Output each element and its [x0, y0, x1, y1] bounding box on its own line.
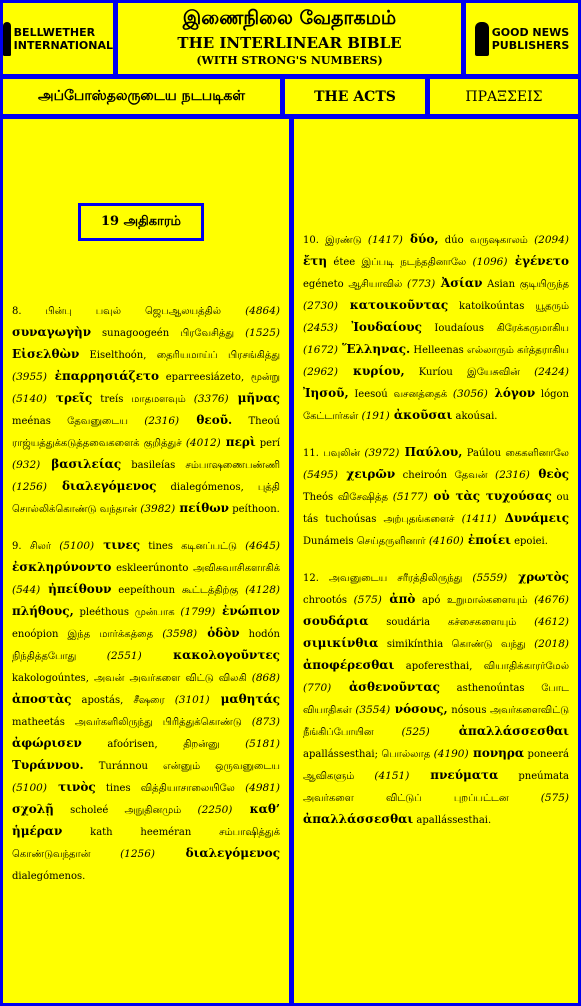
verse-text: Paúlou கைகளினாலே [462, 448, 569, 459]
verse-text: dialegómenos, புத்தி சொல்லிக்கொண்டு வந்தான் [12, 482, 280, 515]
logo-right-line2: PUBLISHERS [491, 38, 570, 52]
left-column [0, 116, 292, 1006]
strongs-number: (4676) [534, 594, 569, 606]
greek-word: σιμικίνθια [303, 636, 379, 650]
greek-word: τινες [94, 538, 141, 552]
greek-word: ὁδὸν [197, 626, 240, 640]
greek-word: σουδάρια [303, 614, 369, 628]
greek-word: βασιλείας [40, 457, 122, 471]
greek-word: Ἕλληνας. [337, 342, 411, 356]
greek-word: δύο, [402, 232, 439, 246]
strongs-number: (1411) [461, 513, 497, 525]
strongs-number: (4128) [245, 584, 280, 596]
book-greek-text: ΠΡΑΞΣΕΙΣ [465, 88, 543, 105]
greek-word: ἀποφέρεσθαι [303, 658, 395, 672]
verse-text: Ieesoú வசனத்தைக் [348, 389, 453, 400]
strongs-number: (2730) [303, 300, 338, 312]
strongs-number: (4864) [245, 305, 280, 317]
verse-text: chrootós [303, 595, 354, 606]
verse-text: akoúsai. [452, 411, 498, 422]
greek-word: Ἰησοῦ, [303, 386, 349, 400]
verse-text: poneerá ஆவிகளும் [303, 749, 569, 782]
strongs-number: (4151) [374, 770, 410, 782]
greek-word: περὶ [220, 435, 256, 449]
verse-text: apallássesthai. [413, 815, 492, 826]
strongs-number: (3056) [452, 388, 488, 400]
greek-word: οὐ τὰς τυχούσας [427, 489, 552, 503]
greek-word: διαλεγόμενος [46, 479, 157, 493]
greek-word: Τυράννου. [12, 758, 84, 772]
greek-word: κυρίου, [337, 364, 405, 378]
greek-word: θεὸς [529, 467, 569, 481]
verse-text: apostás, சீஷரை [71, 695, 175, 706]
strongs-number: (770) [303, 682, 332, 694]
verse-text: dialegómenos. [12, 871, 86, 882]
verse-text: peíthoon. [229, 504, 280, 515]
greek-word: κακολογοῦντες [141, 648, 280, 662]
strongs-number: (2316) [144, 415, 180, 427]
verse-text: eskleerúnonto அவிசுவாசிகளாகிக் [111, 563, 280, 574]
strongs-number: (1672) [303, 344, 338, 356]
greek-word: ἐποίει [463, 533, 511, 547]
verse-text: meénas தேவனுடைய [12, 416, 145, 427]
verse-text: kath heeméran சம்பாஷித்துக் கொண்டுவந்தான் [12, 827, 280, 860]
verse-text: matheetás அவர்களிலிருந்து பிரித்துக்கொண்டு [12, 717, 252, 728]
strongs-number: (873) [251, 716, 280, 728]
title-subtitle: (WITH STRONG'S NUMBERS) [196, 54, 383, 67]
greek-word: ἀφώρισεν [12, 736, 82, 750]
verse-text: afoórisen, திறன்னு [81, 739, 246, 750]
verse-text: Theós விசேஷித்த [303, 492, 393, 503]
strongs-number: (4612) [534, 616, 569, 628]
verse-text: pneúmata அவர்களை விட்டுப் புறப்பட்டன [303, 771, 569, 804]
verse-text: nósous அவர்களைவிட்டு நீங்கிப்போயின [303, 705, 570, 738]
verse-text: basileías சம்பாஷணைபண்ணி [121, 460, 280, 471]
strongs-number: (2018) [534, 638, 569, 650]
verse-text: epoiei. [510, 536, 548, 547]
strongs-number: (2962) [303, 366, 338, 378]
greek-word: πνεύματα [409, 768, 499, 782]
verse-text: eepeíthoun கூட்டத்திற்கு [111, 585, 246, 596]
greek-word: νόσους, [390, 702, 448, 716]
book-english-text: THE ACTS [314, 88, 396, 105]
verse-text: Turánnou என்னும் ஒருவனுடைய [83, 761, 280, 772]
verse-text: perí [255, 438, 281, 449]
book-tamil-text: அப்போஸ்தலருடைய நடபடிகள் [38, 87, 245, 104]
greek-word: μαθητάς [209, 692, 280, 706]
strongs-number: (868) [251, 672, 280, 684]
strongs-number: (5559) [472, 572, 508, 584]
greek-word: πείθων [175, 501, 230, 515]
verse-text: hodón நிந்தித்தபோது [12, 629, 280, 662]
strongs-number: (3101) [174, 694, 210, 706]
verse-text: tines வித்தியாசாலையிலே [95, 783, 246, 794]
verse-text: treís மாதமளவும் [92, 394, 194, 405]
greek-word: Δυνάμεις [496, 511, 569, 525]
strongs-number: (1256) [12, 481, 47, 493]
verse-text: simikínthia கொண்டு வந்து [378, 639, 535, 650]
verse-text: sunagoogeén பிரவேசித்து [91, 328, 246, 339]
title-tamil: இணைநிலை வேதாகமம் [182, 7, 397, 29]
greek-word: Ἰουδαίους [337, 320, 422, 334]
verse-text: pleéthous முன்பாக [73, 607, 181, 618]
greek-word: ἀπὸ [381, 592, 416, 606]
verse-text: eparreesiázeto, மூன்று [159, 372, 280, 383]
greek-word: κατοικοῦντας [337, 298, 449, 312]
right-column [291, 116, 581, 1006]
strongs-number: (191) [361, 410, 390, 422]
strongs-number: (2094) [534, 234, 569, 246]
verse-text: egéneto ஆசியாவில் [303, 279, 407, 290]
greek-word: σχολῇ [12, 802, 54, 816]
greek-word: διαλεγόμενος [155, 846, 280, 860]
strongs-number: (3982) [140, 503, 176, 515]
verse-text: kakologoúntes, அவன் அவர்களை விட்டு விலகி [12, 673, 252, 684]
verse-paragraph [303, 567, 569, 831]
strongs-number: (3972) [364, 447, 400, 459]
greek-word: ἐγένετο [507, 254, 569, 268]
verse-text: Kuríou இயேசுவின் [404, 367, 535, 378]
greek-word: Εἰσελθὼν [12, 347, 80, 361]
strongs-number: (5495) [303, 469, 338, 481]
greek-word: Ἀσίαν [435, 276, 483, 290]
strongs-number: (1799) [180, 606, 216, 618]
strongs-number: (544) [12, 584, 41, 596]
strongs-number: (5140) [12, 393, 47, 405]
strongs-number: (3955) [12, 371, 47, 383]
bellwether-figure-icon [3, 22, 11, 56]
greek-word: ἀπαλλάσσεσθαι [429, 724, 569, 738]
strongs-number: (4645) [245, 540, 280, 552]
strongs-number: (575) [353, 594, 382, 606]
strongs-number: (5181) [245, 738, 280, 750]
greek-word: ἀποστὰς [12, 692, 72, 706]
strongs-number: (2453) [303, 322, 338, 334]
verse-text: Theoú ராஜ்யத்துக்கடுத்தவைகளைக் குறித்துச் [12, 416, 280, 449]
logo-left-line2: INTERNATIONAL [13, 38, 113, 52]
verse-text: asthenoúntas போட வியாதிகள் [303, 683, 569, 716]
book-name-tamil [0, 76, 283, 117]
verse-text: katoikoúntas யூதரும் [448, 301, 569, 312]
greek-word: ἐσκληρύνοντο [12, 560, 112, 574]
strongs-number: (3598) [162, 628, 198, 640]
verse-text: 9. சிலர் [12, 541, 60, 552]
strongs-number: (3376) [193, 393, 229, 405]
verse-text: soudária கச்சைகளையும் [368, 617, 535, 628]
strongs-number: (2424) [534, 366, 569, 378]
verse-text: Helleenas எல்லாரும் கர்த்தராகிய [410, 345, 569, 356]
verse-text: 12. அவனுடைய சரீரத்திலிருந்து [303, 573, 473, 584]
greek-word: μῆνας [228, 391, 280, 405]
greek-word: ἔτη [303, 254, 328, 268]
publisher-logo-left [0, 0, 116, 77]
greek-word: χρωτὸς [507, 570, 569, 584]
verse-paragraph [303, 229, 569, 427]
book-name-english [282, 76, 428, 117]
logo-right-line1: GOOD NEWS [491, 25, 570, 39]
greek-word: ἐνώπιον [215, 604, 280, 618]
strongs-number: (1096) [472, 256, 508, 268]
greek-word: συναγωγὴν [12, 325, 92, 339]
logo-left-line1: BELLWETHER [13, 25, 96, 39]
verse-text: dúo வருஷகாலம் [438, 235, 535, 246]
strongs-number: (5100) [59, 540, 95, 552]
strongs-number: (575) [540, 792, 569, 804]
verse-text: Ioudaíous கிரேக்கருமாகிய [421, 323, 569, 334]
verse-text: scholeé அநுதினமும் [53, 805, 198, 816]
book-name-greek [427, 76, 581, 117]
verse-text: cheiroón தேவன் [395, 470, 495, 481]
strongs-number: (525) [401, 726, 430, 738]
verse-text: apó உறுமால்களையும் [415, 595, 535, 606]
greek-word: τινὸς [46, 780, 96, 794]
greek-word: λόγον [487, 386, 536, 400]
publisher-logo-right [463, 0, 581, 77]
strongs-number: (1417) [367, 234, 403, 246]
strongs-number: (5100) [12, 782, 47, 794]
verse-text: 11. பவுலின் [303, 448, 365, 459]
verse-paragraph [12, 535, 280, 887]
greek-word: ἀσθενοῦντας [331, 680, 440, 694]
strongs-number: (2316) [494, 469, 530, 481]
greek-word: πλήθους, [12, 604, 74, 618]
verse-text: Asian குடியிருந்த [482, 279, 570, 290]
greek-word: πονηρα [468, 746, 525, 760]
strongs-number: (4981) [245, 782, 280, 794]
verse-paragraph [12, 300, 280, 520]
verse-text: étee இப்படி நடந்ததினாலே [327, 257, 473, 268]
greek-word: χειρῶν [337, 467, 396, 481]
greek-word: ἠπείθουν [40, 582, 112, 596]
verse-text: apallássesthai; பொல்லாத [303, 749, 434, 760]
strongs-number: (2551) [106, 650, 142, 662]
verse-text: Eiselthoón, தைரியமாய்ப் பிரசங்கித்து [79, 350, 280, 361]
title-english: THE INTERLINEAR BIBLE [177, 34, 402, 52]
greek-word: ἀκοῦσαι [389, 408, 453, 422]
chapter-label: 19 அதிகாரம் [78, 203, 204, 241]
strongs-number: (773) [406, 278, 436, 290]
strongs-number: (1525) [245, 327, 280, 339]
verse-text: 10. இரண்டு [303, 235, 368, 246]
strongs-number: (4160) [428, 535, 464, 547]
strongs-number: (932) [12, 459, 41, 471]
verse-text: enoópion இந்த மார்க்கத்தை [12, 629, 163, 640]
verse-text: tines கடினப்பட்டு [140, 541, 246, 552]
greek-word: θεοῦ. [179, 413, 233, 427]
verse-text: lógon கேட்டார்கள் [303, 389, 569, 422]
greek-word: τρεῖς [46, 391, 93, 405]
verse-text: Dunámeis செய்தருளினார் [303, 536, 429, 547]
strongs-number: (4190) [433, 748, 469, 760]
good-news-figure-icon [475, 22, 489, 56]
greek-word: ἐπαρρησιάζετο [46, 369, 160, 383]
strongs-number: (4012) [185, 437, 221, 449]
right-column-text [294, 119, 578, 831]
strongs-number: (1256) [120, 848, 155, 860]
greek-word: ἀπαλλάσσεσθαι [303, 812, 414, 826]
title-block [115, 0, 464, 77]
verse-paragraph [303, 442, 569, 552]
strongs-number: (3554) [355, 704, 391, 716]
verse-text: ou tás tuchoúsas அற்புதங்களைச் [303, 492, 569, 525]
strongs-number: (5177) [392, 491, 428, 503]
greek-word: Παύλου, [399, 445, 463, 459]
strongs-number: (2250) [197, 804, 233, 816]
verse-text: apoferesthai, வியாதிக்காரர்மேல் [394, 661, 569, 672]
verse-text: 8. பின்பு பவுல் ஜெபஆலயத்தில் [12, 306, 246, 317]
greek-word: καθ’ ἡμέραν [12, 802, 281, 838]
